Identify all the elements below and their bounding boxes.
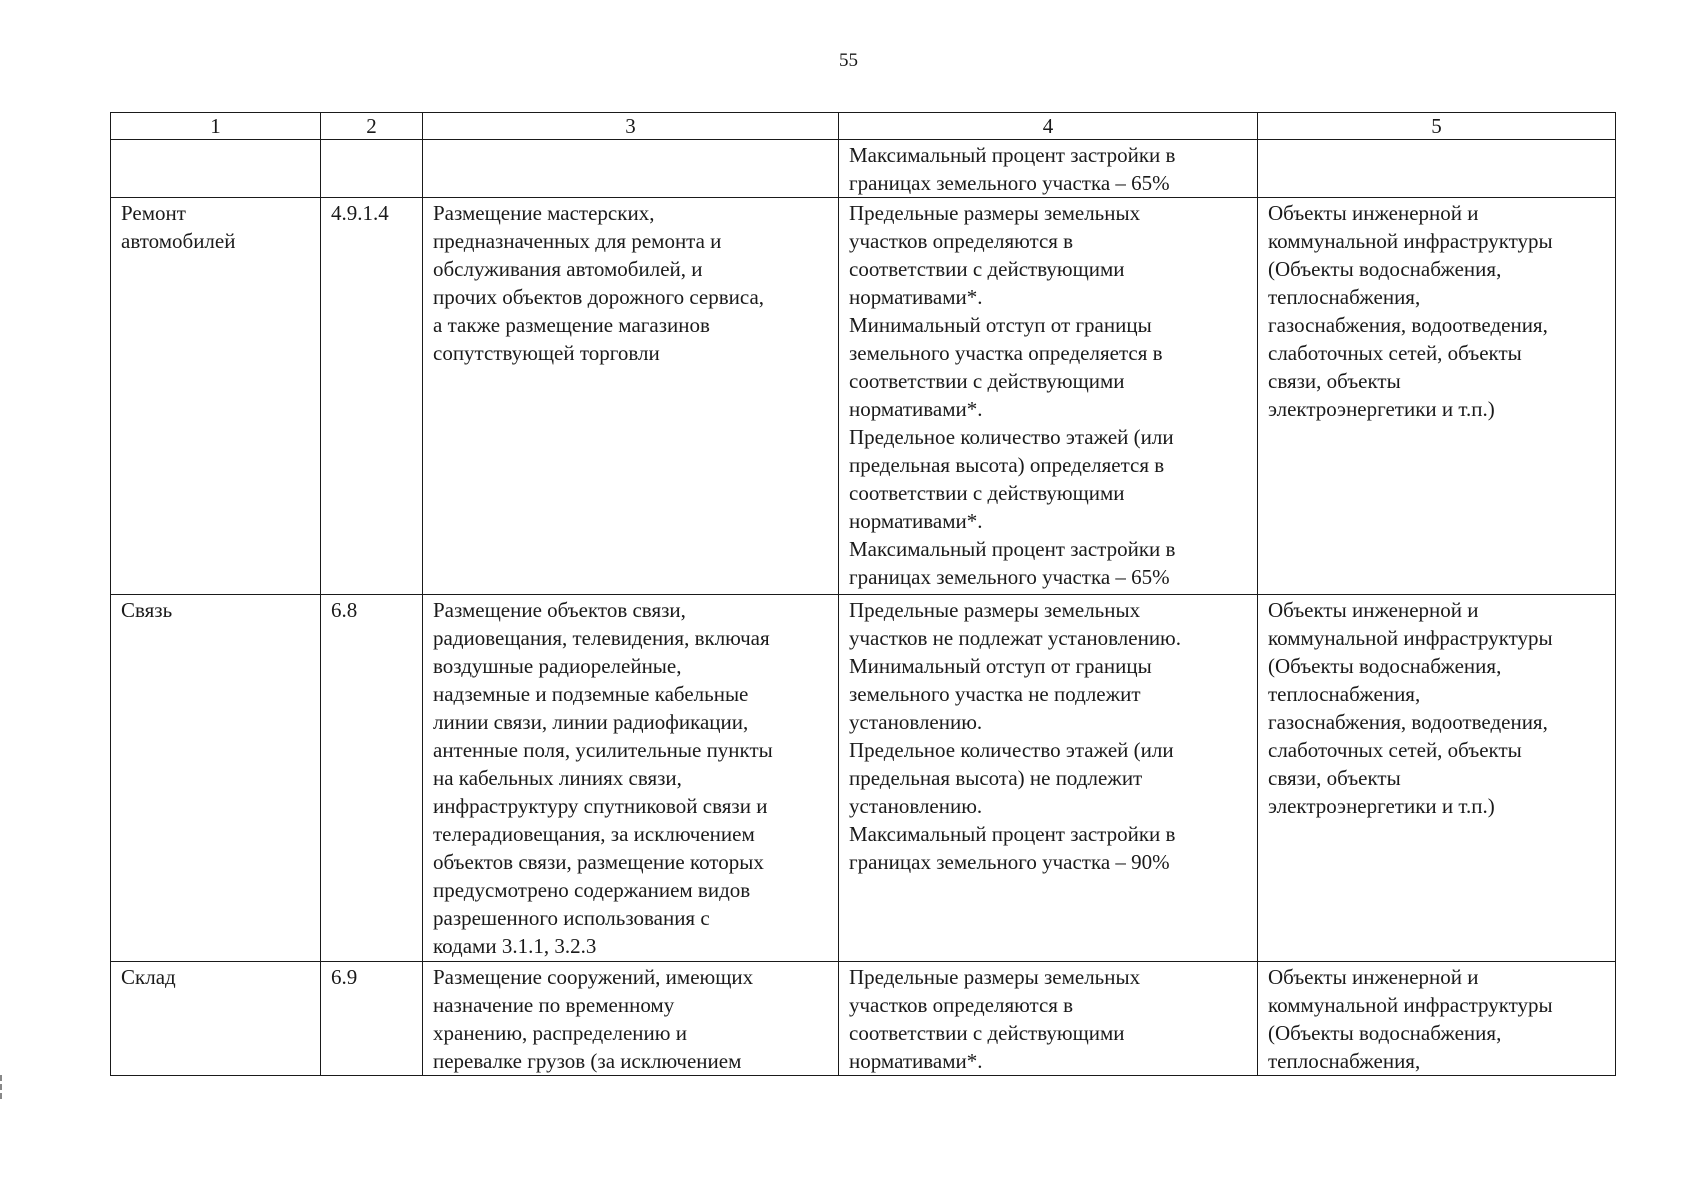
- cell-name: Связь: [111, 595, 321, 962]
- cell-parameters: Предельные размеры земельных участков определяются в соответствии с действующими нормативами*.: [839, 962, 1258, 1076]
- cell-description: Размещение объектов связи, радиовещания, телевидения, включая воздушные радиорелейные, надземные и подземные кабельные линии связи, линии радиофикации, антенные поля, усилительные пункты на кабельных линиях связи, инфраструктуру спутниковой связи и телерадиовещания, за исключением объектов связи, размещение которых предусмотрено содержанием видов разрешенного использования с кодами 3.1.1, 3.2.3: [423, 595, 839, 962]
- cell-infrastructure: Объекты инженерной и коммунальной инфраструктуры (Объекты водоснабжения, теплоснабжения, газоснабжения, водоотведения, слаботочных сетей, объекты связи, объекты электроэнергетики и т.п.): [1258, 595, 1616, 962]
- cell-name: [111, 140, 321, 198]
- cell-infrastructure: Объекты инженерной и коммунальной инфраструктуры (Объекты водоснабжения, теплоснабжения,: [1258, 962, 1616, 1076]
- cell-description: Размещение сооружений, имеющих назначение по временному хранению, распределению и перевалке грузов (за исключением: [423, 962, 839, 1076]
- column-header-3: 3: [423, 113, 839, 140]
- cell-parameters: Предельные размеры земельных участков определяются в соответствии с действующими нормативами*. Минимальный отступ от границы земельного участка определяется в соответствии с действующими нормативами*. Предельное количество этажей (или предельная высота) определяется в соответствии с действующими нормативами*. Максимальный процент застройки в границах земельного участка – 65%: [839, 198, 1258, 595]
- table-row-continuation: [111, 140, 1616, 198]
- cell-code: 4.9.1.4: [321, 198, 423, 595]
- cell-code: 6.9: [321, 962, 423, 1076]
- table-row-warehouse: [111, 962, 1616, 1076]
- cell-infrastructure: [1258, 140, 1616, 198]
- column-header-1: 1: [111, 113, 321, 140]
- column-header-4: 4: [839, 113, 1258, 140]
- table-row-car-repair: [111, 198, 1616, 595]
- column-header-2: 2: [321, 113, 423, 140]
- cell-description: [423, 140, 839, 198]
- cell-name: Склад: [111, 962, 321, 1076]
- cell-infrastructure: Объекты инженерной и коммунальной инфраструктуры (Объекты водоснабжения, теплоснабжения, газоснабжения, водоотведения, слаботочных сетей, объекты связи, объекты электроэнергетики и т.п.): [1258, 198, 1616, 595]
- cell-code: 6.8: [321, 595, 423, 962]
- page-number: 55: [839, 50, 858, 71]
- scan-edge-mark: [0, 1075, 6, 1099]
- cell-parameters: Предельные размеры земельных участков не подлежат установлению. Минимальный отступ от границы земельного участка не подлежит установлению. Предельное количество этажей (или предельная высота) не подлежит установлению. Максимальный процент застройки в границах земельного участка – 90%: [839, 595, 1258, 962]
- land-use-table: [110, 112, 1616, 1076]
- column-header-5: 5: [1258, 113, 1616, 140]
- cell-code: [321, 140, 423, 198]
- table-header-row: [111, 113, 1616, 140]
- cell-name: Ремонт автомобилей: [111, 198, 321, 595]
- cell-parameters: Максимальный процент застройки в границах земельного участка – 65%: [839, 140, 1258, 198]
- cell-description: Размещение мастерских, предназначенных для ремонта и обслуживания автомобилей, и прочих объектов дорожного сервиса, а также размещение магазинов сопутствующей торговли: [423, 198, 839, 595]
- table-row-communication: [111, 595, 1616, 962]
